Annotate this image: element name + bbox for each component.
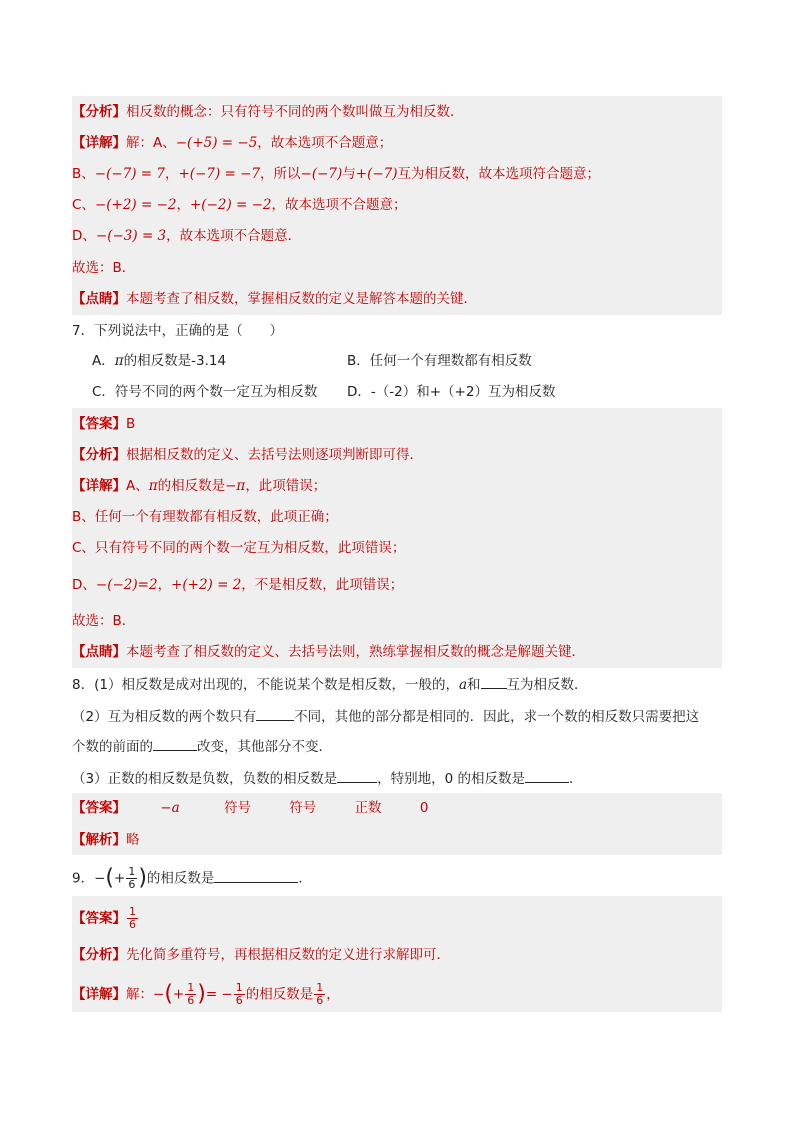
q7-detail-d-suffix: ，不是相反数，此项错误； (241, 577, 404, 593)
q8-part1 (72, 674, 588, 695)
q6-b-expr1: −(−7) = 7 (94, 166, 165, 182)
q7-opt-a-text: 的相反数是-3.14 (123, 353, 227, 369)
q8-part2-d: 改变，其他部分不变． (197, 739, 332, 755)
q8-blank-1[interactable] (481, 674, 507, 689)
q6-c-sep: ， (176, 197, 190, 213)
q6-choice: 故选：B． (72, 260, 136, 276)
comment-tag: 【点睛】 (72, 291, 126, 307)
q9-detail-paren-close: ) (197, 981, 206, 1007)
q9-detail-fraction-2 (234, 982, 245, 1007)
q7-detail-d-prefix: D、 (72, 577, 96, 593)
q9-num: 9． (72, 870, 95, 887)
q6-b-suffix: 互为相反数，故本选项符合题意； (397, 166, 601, 182)
q8-answer-4: 正数 (354, 800, 382, 816)
q8-explain-text: 略 (126, 832, 140, 848)
q7-option-d: D．-（-2）和+（+2）互为相反数 (347, 384, 556, 400)
q6-detail-expr: −(+5) = −5 (175, 135, 258, 151)
q7-detail-a-neg: −π (225, 478, 246, 494)
answer-tag: 【答案】 (72, 416, 126, 432)
q8-part1-a: 8．(1）相反数是成对出现的，不能说某个数是相反数，一般的， (72, 677, 459, 693)
q9-paren-close: ) (138, 865, 147, 891)
q9-stem-end: ． (298, 870, 312, 887)
q7-detail-d-line (72, 575, 403, 595)
q7-detail-a3: ，此项错误； (245, 478, 327, 494)
q8-answer-2: 符号 (223, 800, 251, 816)
q6-b-sep: ， (165, 166, 179, 182)
q6-comment-line (72, 289, 477, 309)
q9-frac-den: 6 (128, 878, 136, 891)
q6-b-and: 与 (342, 166, 356, 182)
analysis-tag: 【分析】 (72, 447, 126, 463)
q8-explain-line (72, 830, 140, 850)
q9-detail-fraction-3 (314, 982, 325, 1007)
q9-detail-frac1-den: 6 (187, 994, 195, 1007)
q6-b-mid: ，所以 (260, 166, 301, 182)
q6-d-suffix: ，故本选项不合题意． (166, 228, 302, 244)
q8-blank-5[interactable] (525, 768, 569, 783)
q9-detail-eq: = − (205, 986, 233, 1003)
q6-analysis-line (72, 102, 464, 122)
q8-part1-var: a (458, 677, 468, 693)
q6-option-c-line (72, 195, 407, 215)
q6-c-suffix: ，故本选项不合题意； (271, 197, 407, 213)
q8-answer-line (72, 798, 428, 818)
q8-blank-2[interactable] (256, 706, 294, 721)
q9-stem-sign: + (114, 870, 126, 887)
q7-stem: 7．下列说法中，正确的是（ ） (72, 323, 284, 339)
q6-c-expr2: +(−2) = −2 (189, 197, 272, 213)
q7-detail-a-line (72, 476, 326, 496)
q6-c-prefix: C、 (72, 197, 95, 213)
q6-b-prefix: B、 (72, 166, 95, 182)
q9-detail-sign: + (172, 986, 185, 1003)
q9-stem-text: 的相反数是 (146, 870, 215, 887)
q7-detail-d-expr1: −(−2)=2 (95, 577, 158, 593)
answer-tag: 【答案】 (72, 800, 126, 816)
analysis-tag: 【分析】 (72, 947, 126, 963)
q6-option-b-line (72, 164, 600, 184)
q7-option-b: B．任何一个有理数都有相反数 (347, 353, 532, 369)
q7-detail-a2: 的相反数是 (157, 478, 226, 494)
q6-detail-prefix: 解：A、 (126, 135, 176, 151)
q8-part2 (72, 706, 699, 727)
explain-tag: 【解析】 (72, 832, 126, 848)
q8-part3-a: （3）正数的相反数是负数，负数的相反数是 (72, 771, 338, 787)
q9-stem-neg: − (94, 870, 106, 887)
q7-comment-line (72, 642, 585, 662)
q8-answer-3: 符号 (289, 800, 317, 816)
q8-part1-c: 互为相反数． (506, 677, 588, 693)
q9-frac-num: 1 (128, 865, 136, 878)
q6-analysis-text: 相反数的概念：只有符号不同的两个数叫做互为相反数． (126, 104, 464, 120)
analysis-tag: 【分析】 (72, 104, 126, 120)
q9-detail-neg: − (153, 986, 165, 1003)
q9-detail-line (72, 982, 340, 1007)
q6-detail-line (72, 133, 392, 153)
q8-part3-c: ． (568, 771, 583, 787)
q9-detail-paren-open: ( (164, 981, 173, 1007)
q7-detail-b: B、任何一个有理数都有相反数，此项正确； (72, 509, 338, 525)
q7-analysis-text: 根据相反数的定义、去括号法则逐项判断即可得． (126, 447, 423, 463)
q9-answer-num: 1 (129, 905, 136, 918)
q9-stem (72, 866, 312, 891)
q7-answer: B (126, 416, 136, 432)
q9-detail-fraction-1 (185, 982, 196, 1007)
q8-blank-4[interactable] (337, 768, 377, 783)
q8-part2-c: 个数的前面的 (72, 739, 153, 755)
q7-detail-d-sep: ， (157, 577, 172, 593)
q7-detail-a1: A、 (126, 478, 149, 494)
q6-c-expr1: −(+2) = −2 (94, 197, 177, 213)
q9-detail-text: 的相反数是 (245, 986, 314, 1003)
q8-answer-5: 0 (419, 800, 429, 816)
q8-part2-b: 不同，其他的部分都是相同的．因此，求一个数的相反数只需要把这 (294, 709, 700, 725)
q6-b-expr2: +(−7) = −7 (178, 166, 261, 182)
q6-detail-suffix: ，故本选项不合题意； (257, 135, 393, 151)
q6-comment-text: 本题考查了相反数，掌握相反数的定义是解答本题的关键． (126, 291, 477, 307)
q7-detail-c: C、只有符号不同的两个数一定互为相反数，此项错误； (72, 540, 406, 556)
q8-answer-1: −a (160, 800, 180, 816)
q8-part2-a: （2）互为相反数的两个数只有 (72, 709, 257, 725)
q9-detail-end: ， (326, 986, 340, 1003)
q9-detail-frac3-num: 1 (316, 981, 324, 994)
q6-b-expr4: +(−7) (355, 166, 398, 182)
q7-answer-line (72, 414, 135, 434)
q6-d-prefix: D、 (72, 228, 96, 244)
q6-d-expr: −(−3) = 3 (95, 228, 167, 244)
answer-tag: 【答案】 (72, 910, 126, 927)
q7-detail-d-expr2: +(+2) = 2 (171, 577, 242, 593)
q9-answer-fraction (127, 906, 138, 931)
q6-option-d-line (72, 226, 301, 246)
q7-opt-a-label: A． (92, 353, 115, 369)
detail-tag: 【详解】 (72, 135, 126, 151)
q7-option-c: C．符号不同的两个数一定互为相反数 (92, 384, 318, 400)
q6-b-expr3: −(−7) (300, 166, 343, 182)
q8-part3 (72, 768, 582, 789)
q9-detail-frac2-num: 1 (235, 981, 243, 994)
q9-stem-fraction (126, 866, 137, 891)
q7-option-a (92, 351, 226, 371)
detail-tag: 【详解】 (72, 478, 126, 494)
q8-part2-cont (72, 736, 332, 757)
q9-answer-den: 6 (129, 918, 136, 931)
q9-blank[interactable] (214, 868, 298, 883)
q9-answer-line (72, 906, 139, 931)
q9-paren-open: ( (105, 865, 114, 891)
q7-choice: 故选：B． (72, 613, 136, 629)
q7-analysis-line (72, 445, 423, 465)
q7-comment-text: 本题考查了相反数的定义、去括号法则，熟练掌握相反数的概念是解题关键． (126, 644, 585, 660)
q9-detail-frac3-den: 6 (316, 994, 324, 1007)
q8-part1-b: 和 (467, 677, 481, 693)
detail-tag: 【详解】 (72, 986, 126, 1003)
q9-detail-frac1-num: 1 (187, 981, 195, 994)
q9-analysis-text: 先化简多重符号，再根据相反数的定义进行求解即可． (126, 947, 450, 963)
comment-tag: 【点睛】 (72, 644, 126, 660)
q9-detail-prefix: 解： (126, 986, 153, 1003)
q9-detail-frac2-den: 6 (235, 994, 243, 1007)
q7-detail-a-pi: π (148, 478, 158, 494)
q8-part3-b: ，特别地，0 的相反数是 (377, 771, 525, 787)
q9-analysis-line (72, 945, 450, 965)
q8-blank-3[interactable] (153, 736, 197, 751)
q7-opt-a-pi: π (114, 353, 124, 369)
